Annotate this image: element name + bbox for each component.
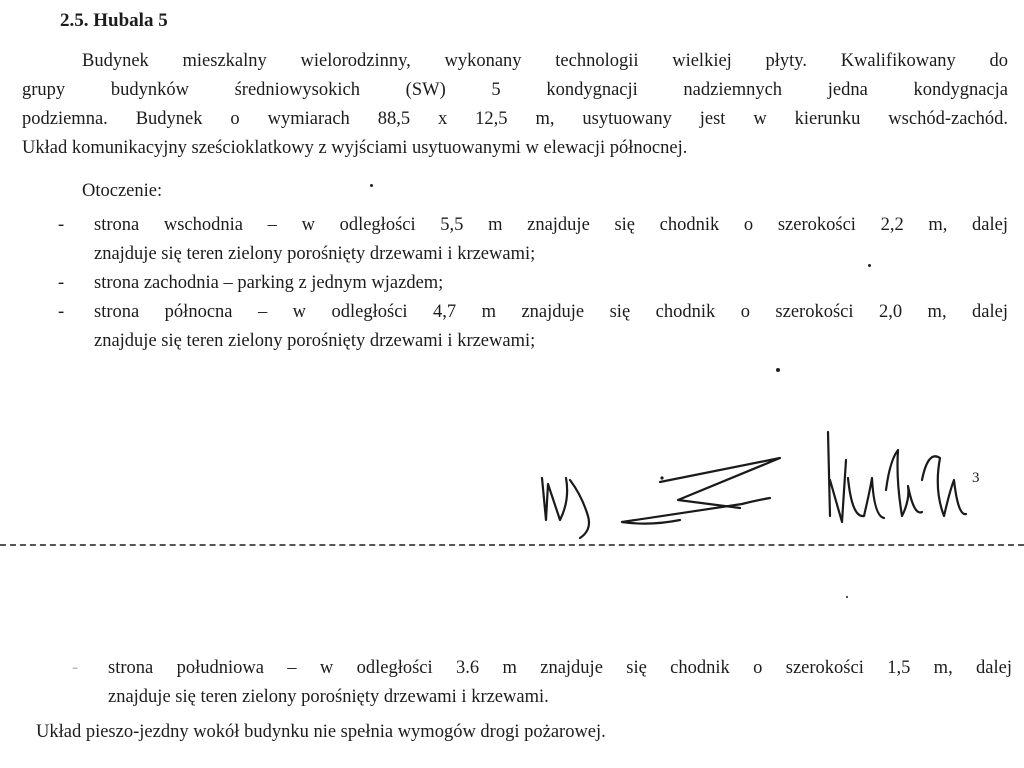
scan-speck <box>370 184 373 187</box>
list-item-line: znajduje się teren zielony porośnięty drzewami i krzewami. <box>108 687 549 707</box>
handwritten-signature <box>530 420 970 540</box>
list-item-line: znajduje się teren zielony porośnięty drzewami i krzewami; <box>94 244 536 264</box>
surroundings-list <box>0 211 1024 356</box>
intro-line: Układ komunikacyjny sześcioklatkowy z wyjściami usytuowanymi w elewacji północnej. <box>22 138 688 158</box>
scan-speck <box>868 264 871 267</box>
fire-road-statement: Układ pieszo-jezdny wokół budynku nie spełnia wymogów drogi pożarowej. <box>36 722 606 742</box>
scan-speck <box>846 596 848 598</box>
bullet-dash: - <box>58 302 65 322</box>
page-break-separator <box>0 544 1024 546</box>
surroundings-label: Otoczenie: <box>82 181 163 201</box>
intro-line: podziemna. Budynek o wymiarach 88,5 x 12,5 m, usytuowany jest w kierunku wschód-zachód. <box>22 109 1008 129</box>
section-title: 2.5. Hubala 5 <box>60 10 168 31</box>
list-item-line: strona wschodnia – w odległości 5,5 m znajduje się chodnik o szerokości 2,2 m, dalej <box>94 215 1008 235</box>
list-item <box>0 269 1008 298</box>
list-item <box>0 298 1008 356</box>
list-item-line: strona południowa – w odległości 3.6 m znajduje się chodnik o szerokości 1,5 m, dalej <box>108 658 1012 678</box>
list-item <box>0 654 1012 712</box>
bullet-dash: - <box>58 273 65 293</box>
bullet-dash: - <box>58 215 65 235</box>
intro-line: grupy budynków średniowysokich (SW) 5 kondygnacji nadziemnych jedna kondygnacja <box>22 80 1008 100</box>
list-item-line: strona północna – w odległości 4,7 m znajduje się chodnik o szerokości 2,0 m, dalej <box>94 302 1008 322</box>
bullet-dash: - <box>72 658 79 678</box>
list-item-line: strona zachodnia – parking z jednym wjazdem; <box>94 273 444 293</box>
list-item-line: znajduje się teren zielony porośnięty drzewami i krzewami; <box>94 331 536 351</box>
intro-paragraph <box>22 47 1008 163</box>
scan-speck <box>776 368 780 372</box>
intro-line: Budynek mieszkalny wielorodzinny, wykonany technologii wielkiej płyty. Kwalifikowany do <box>82 51 1008 71</box>
page-number: 3 <box>972 470 980 486</box>
list-item <box>0 211 1008 269</box>
